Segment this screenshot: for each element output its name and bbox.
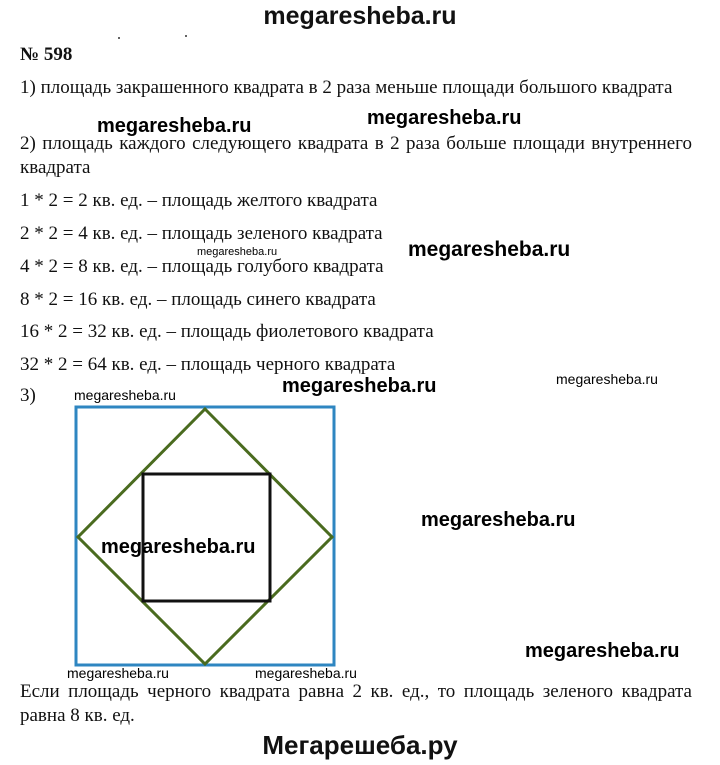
watermark: megaresheba.ru [556, 371, 658, 387]
footer-title: Мегарешеба.ру [262, 730, 458, 760]
watermark: megaresheba.ru [101, 536, 256, 558]
paragraph-1: 1) площадь закрашенного квадрата в 2 раза меньше площади большого квадрата [20, 77, 673, 98]
watermark: megaresheba.ru [408, 238, 571, 261]
watermark: megaresheba.ru [421, 509, 576, 531]
site-title: megaresheba.ru [263, 2, 457, 30]
calc-line: 4 * 2 = 8 кв. ед. – площадь голубого квадрата [20, 256, 384, 277]
paragraph-2: 2) площадь каждого следующего квадрата в 2 раза больше площади внутреннего квадрата [20, 133, 692, 178]
watermark: megaresheba.ru [67, 665, 169, 681]
watermark: megaresheba.ru [525, 640, 680, 662]
problem-number: № 598 [20, 44, 73, 65]
watermark: megaresheba.ru [255, 665, 357, 681]
watermark: megaresheba.ru [74, 387, 176, 403]
stray-mark [185, 35, 187, 37]
watermark: megaresheba.ru [282, 375, 437, 397]
watermark: megaresheba.ru [197, 246, 278, 258]
calc-line: 8 * 2 = 16 кв. ед. – площадь синего квадрата [20, 289, 376, 310]
watermark: megaresheba.ru [367, 107, 522, 129]
stray-mark [118, 37, 120, 39]
calc-line: 2 * 2 = 4 кв. ед. – площадь зеленого квадрата [20, 223, 383, 244]
part-3-label: 3) [20, 385, 36, 406]
calc-line: 16 * 2 = 32 кв. ед. – площадь фиолетового квадрата [20, 321, 434, 342]
watermark: megaresheba.ru [97, 115, 252, 137]
calc-line: 32 * 2 = 64 кв. ед. – площадь черного квадрата [20, 354, 396, 375]
conclusion-text: Если площадь черного квадрата равна 2 кв. ед., то площадь зеленого квадрата равна 8 кв. ед. [20, 681, 692, 726]
calc-line: 1 * 2 = 2 кв. ед. – площадь желтого квадрата [20, 190, 378, 211]
